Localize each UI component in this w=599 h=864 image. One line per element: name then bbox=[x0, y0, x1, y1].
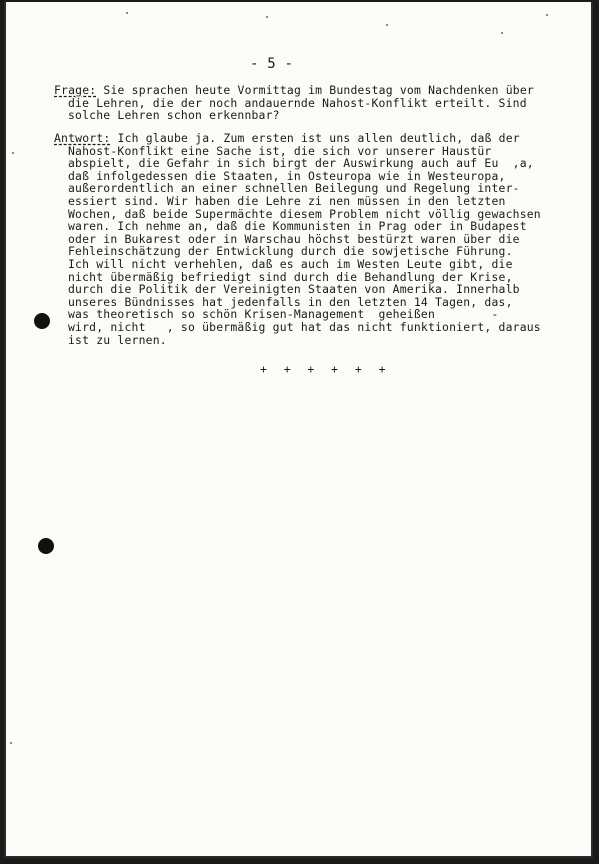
scan-speck bbox=[12, 152, 14, 154]
question-line-1 bbox=[54, 84, 574, 97]
question-label: Frage: bbox=[54, 83, 97, 97]
scan-speck bbox=[546, 14, 548, 16]
answer-line: Ich will nicht verhehlen, daß es auch im Westen Leute gibt, die bbox=[68, 256, 513, 271]
answer-line: außerordentlich an einer schnellen Beilegung und Regelung inter- bbox=[68, 181, 520, 196]
document-page bbox=[4, 2, 593, 858]
answer-line: was theoretisch so schön Krisen-Management geheißen - bbox=[68, 307, 499, 322]
scan-speck bbox=[266, 16, 268, 18]
answer-line: Wochen, daß beide Supermächte diesem Problem nicht völlig gewachsen bbox=[68, 206, 541, 221]
answer-line: wird, nicht , so übermäßig gut hat das nicht funktioniert, daraus bbox=[68, 319, 541, 334]
scan-speck bbox=[386, 24, 388, 26]
page-number: - 5 - bbox=[250, 56, 294, 72]
answer-block bbox=[54, 132, 574, 346]
question-line-3: solche Lehren schon erkennbar? bbox=[68, 108, 280, 123]
answer-line: nicht übermäßig befriedigt sind durch die Behandlung der Krise, bbox=[68, 269, 513, 284]
answer-line: abspielt, die Gefahr in sich birgt der Auswirkung auch auf Eu ,a, bbox=[68, 156, 534, 171]
question-line-2: die Lehren, die der noch andauernde Nahost-Konflikt erteilt. Sind bbox=[68, 95, 527, 110]
answer-line: daß infolgedessen die Staaten, in Osteuropa wie in Westeuropa, bbox=[68, 168, 506, 183]
answer-line: oder in Bukarest oder in Warschau höchst bestürzt waren über die bbox=[68, 231, 520, 246]
scan-speck bbox=[10, 742, 12, 744]
punch-hole bbox=[34, 313, 50, 329]
answer-line: Fehleinschätzung der Entwicklung durch die sowjetische Führung. bbox=[68, 244, 513, 259]
answer-line: essiert sind. Wir haben die Lehre zi nen müssen in den letzten bbox=[68, 193, 506, 208]
answer-line: Nahost-Konflikt eine Sache ist, die sich vor unserer Haustür bbox=[68, 143, 492, 158]
answer-line: unseres Bündnisses hat jedenfalls in den letzten 14 Tagen, das, bbox=[68, 294, 513, 309]
answer-text-1: Ich glaube ja. Zum ersten ist uns allen deutlich, daß der bbox=[110, 131, 520, 145]
question-text-1: Sie sprachen heute Vormittag im Bundestag vom Nachdenken über bbox=[96, 83, 534, 97]
question-block bbox=[54, 84, 574, 122]
answer-line: ist zu lernen. bbox=[68, 332, 167, 347]
answer-line: waren. Ich nehme an, daß die Kommunisten in Prag oder in Budapest bbox=[68, 219, 527, 234]
scan-speck bbox=[501, 32, 503, 34]
answer-line: durch die Politik der Vereinigten Staaten von Amerika. Innerhalb bbox=[68, 282, 520, 297]
answer-label: Antwort: bbox=[54, 131, 111, 145]
end-marks: + + + + + + bbox=[260, 362, 391, 376]
answer-line-1 bbox=[54, 132, 574, 145]
punch-hole bbox=[38, 538, 54, 554]
scan-speck bbox=[126, 12, 128, 14]
